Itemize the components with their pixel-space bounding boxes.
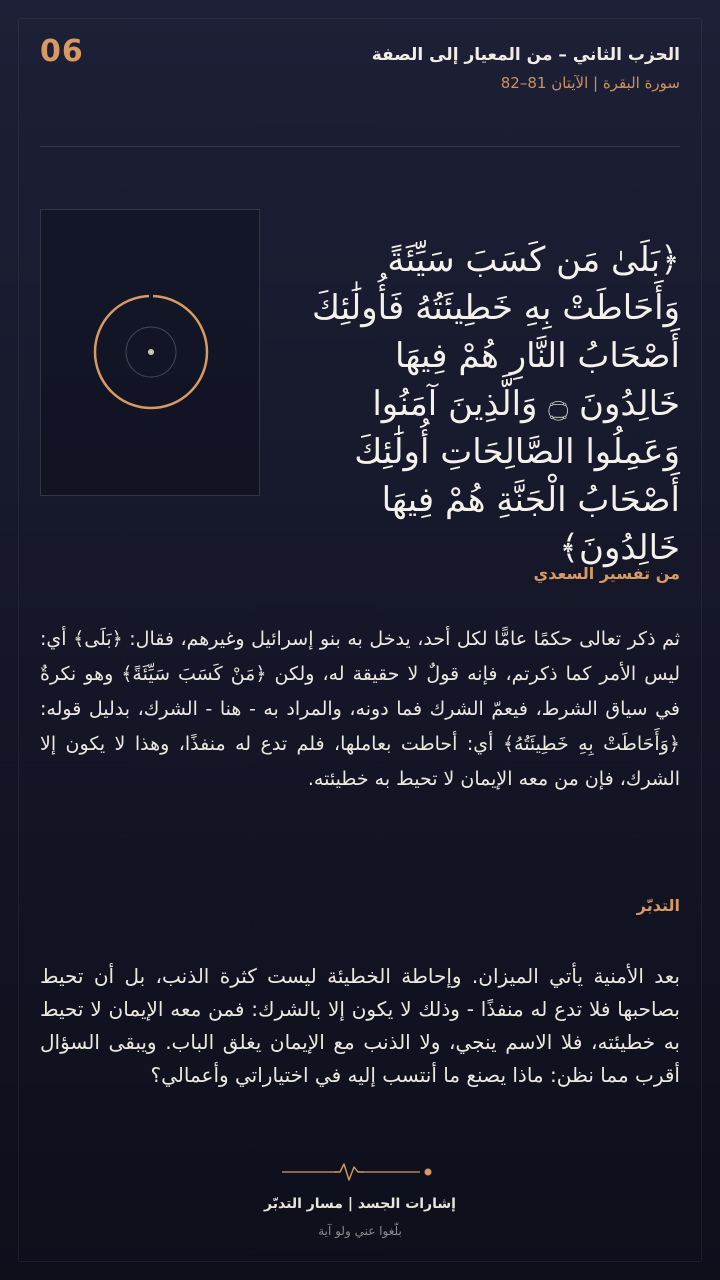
tadabbur-text: بعد الأمنية يأتي الميزان. وإحاطة الخطيئة ليست كثرة الذنب، بل أن تحيط بصاحبها فلا تدع له منفذًا - وذلك لا يكون إلا بالشرك: فمن معه الإيمان لا تحيط به خطيئته، فلا الاسم ينجي، ولا الذنب مع الإيمان يغلق الباب. ويبقى السؤال أقرب مما نظن: ماذا يصنع ما أنتسب إليه في اختياراتي وأعمالي؟ xyxy=(40,964,680,1087)
quran-verse: ﴿بَلَىٰ مَن كَسَبَ سَيِّئَةً وَأَحَاطَتْ بِهِ خَطِيئَتُهُ فَأُولَٰئِكَ أَصْحَابُ النَّارِ هُمْ فِيهَا خَالِدُونَ ۝ وَالَّذِينَ آمَنُوا وَعَمِلُوا الصَّالِحَاتِ أُولَٰئِكَ أَصْحَابُ الْجَنَّةِ هُمْ فِيهَا خَالِدُونَ﴾ xyxy=(311,240,680,568)
page-number: 06 xyxy=(40,34,84,69)
tafsir-label: من تفسير السعدي xyxy=(533,564,680,583)
page-title: الحزب الثاني – من المعيار إلى الصفة xyxy=(371,45,680,65)
footer-brand: إشارات الجسد | مسار التدبّر xyxy=(264,1196,456,1212)
breathing-circle-icon xyxy=(41,210,261,497)
tadabbur-label: التدبّر xyxy=(636,896,680,915)
surah-reference: سورة البقرة | الآيتان 81–82 xyxy=(500,74,680,92)
header-divider xyxy=(40,146,680,147)
tafsir-text: ثم ذكر تعالى حكمًا عامًّا لكل أحد، يدخل به بنو إسرائيل وغيرهم، فقال: ﴿بَلَى﴾ أي: ليس الأمر كما ذكرتم، فإنه قولٌ لا حقيقة له، ولكن ﴿مَنْ كَسَبَ سَيِّئَةً﴾ وهو نكرةٌ في سياق الشرط، فيعمّ الشرك فما دونه، والمراد به - هنا - الشرك، بدليل قوله: ﴿وَأَحَاطَتْ بِهِ خَطِيئَتُهُ﴾ أي: أحاطت بعاملها، فلم تدع له منفذًا، وهذا لا يكون إلا الشرك، فإن من معه الإيمان لا تحيط به خطيئته. xyxy=(40,628,680,790)
breathing-widget[interactable] xyxy=(40,209,260,496)
footer-tagline: بلّغوا عني ولو آية xyxy=(318,1224,402,1238)
page-header xyxy=(372,42,680,96)
heartbeat-line-icon xyxy=(280,1160,440,1184)
